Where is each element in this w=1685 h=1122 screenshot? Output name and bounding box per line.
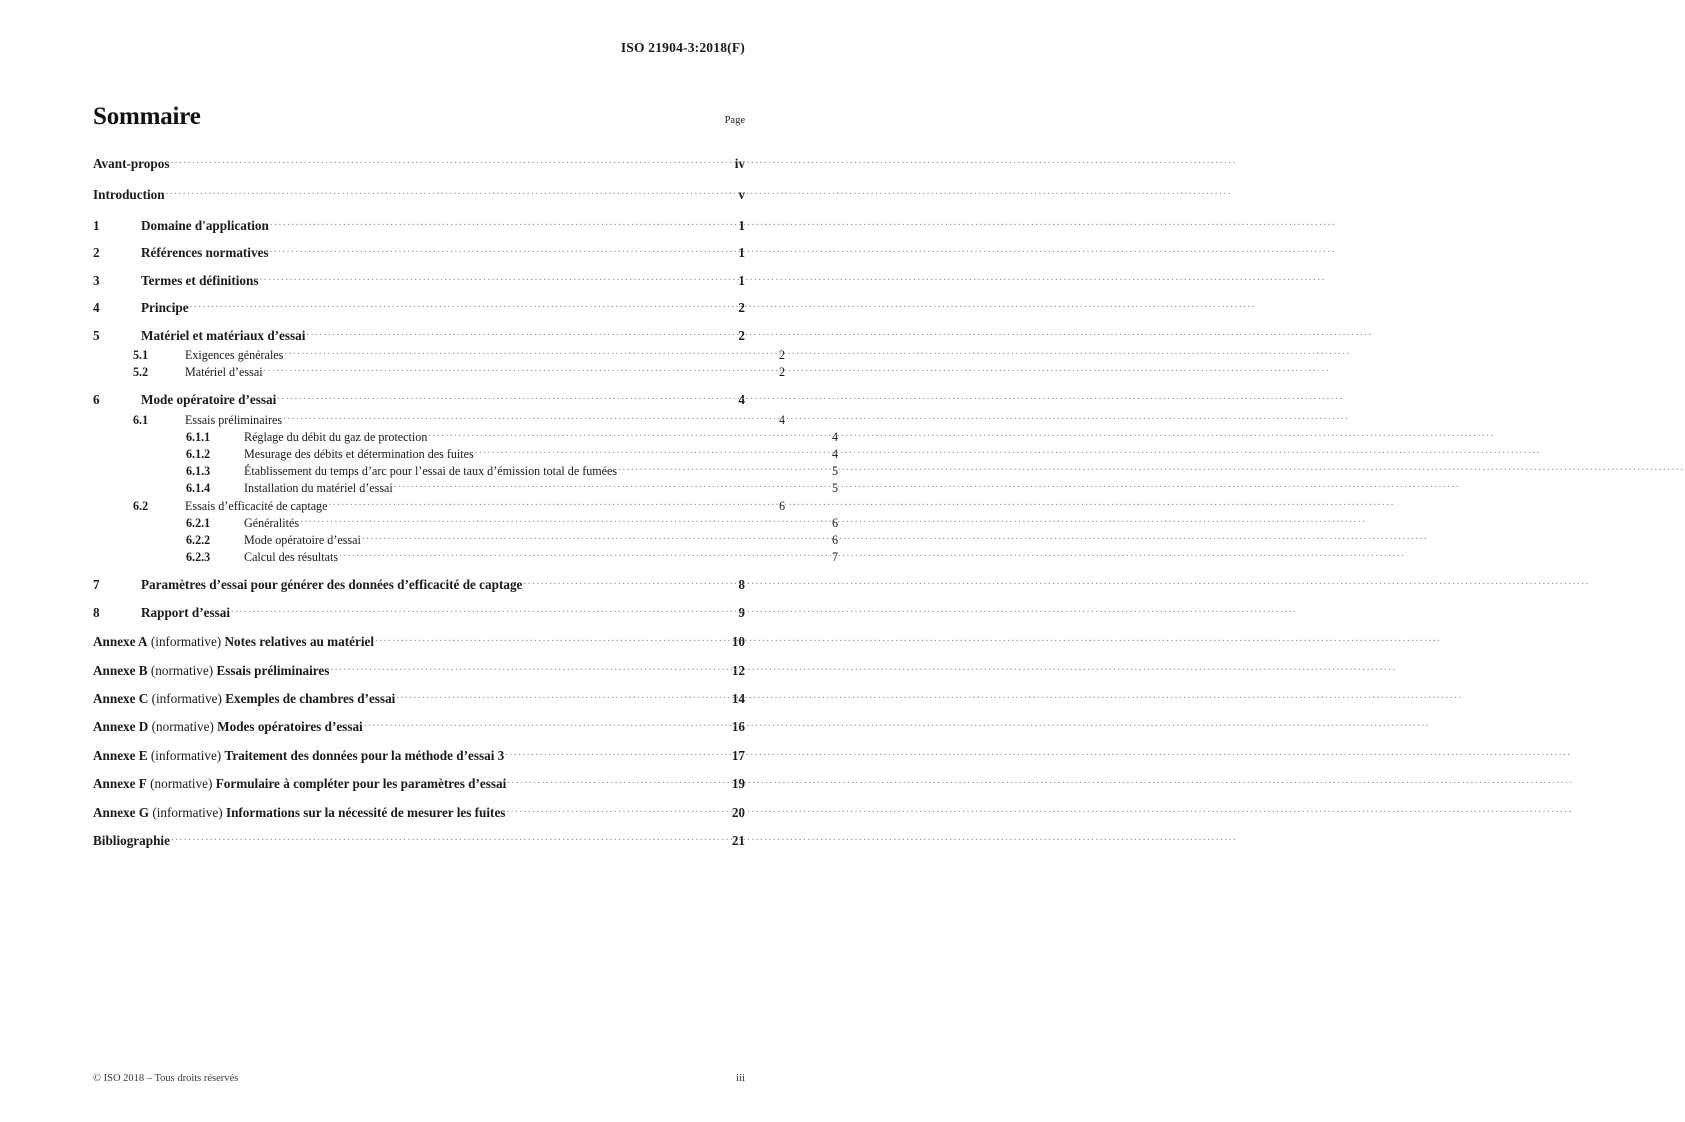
toc-entry-page: 1 [738, 217, 745, 233]
dot-leader [264, 364, 770, 376]
toc-entry-clause-6-1[interactable] [93, 412, 785, 426]
toc-annex-title: Traitement des données pour la méthode d’essai 3 [224, 747, 505, 763]
toc-annex-kind: (normative) [151, 719, 214, 735]
dot-leader [259, 272, 730, 285]
dot-leader [300, 515, 823, 527]
toc-entry-page: 5 [831, 464, 838, 479]
toc-entry-clause-5[interactable] [93, 326, 745, 341]
toc-entry-label: Mode opératoire d’essai [244, 532, 361, 547]
toc-entry-clause-6-1-3[interactable] [93, 463, 838, 477]
dot-leader [506, 803, 730, 816]
toc-entry-number: 5.2 [133, 365, 149, 380]
toc-entry-label: Introduction [93, 186, 165, 202]
toc-entry-number: 6.2.1 [186, 515, 211, 530]
dot-leader [306, 326, 730, 339]
toc-entry-number: 6.2 [133, 498, 149, 513]
dot-leader [396, 690, 730, 703]
toc-entry-label: Matériel et matériaux d’essai [141, 327, 306, 343]
toc-entry-page: 4 [831, 446, 838, 461]
dot-leader [375, 633, 730, 646]
toc-entry-number: 6 [93, 392, 100, 408]
toc-entry-page: 8 [738, 577, 745, 593]
toc-entry-page: 7 [831, 550, 838, 565]
toc-entry-page: 1 [738, 272, 745, 288]
toc-entry-clause-6-2-2[interactable] [93, 532, 838, 546]
toc-entry-number: 1 [93, 217, 100, 233]
dot-leader [330, 661, 730, 674]
dot-leader [428, 429, 823, 441]
toc-entry-page: 6 [831, 515, 838, 530]
toc-annex-name: Annexe B [93, 662, 148, 678]
toc-entry-page: 21 [731, 832, 745, 848]
toc-entry-label: Exigences générales [185, 347, 284, 362]
toc-entry-page: 2 [738, 327, 745, 343]
toc-entry-page: 16 [731, 719, 745, 735]
toc-entry-label: Principe [141, 300, 189, 316]
toc-annex-name: Annexe E [93, 747, 148, 763]
dot-leader [231, 604, 730, 617]
toc-entry-annexe-f[interactable] [93, 775, 745, 790]
toc-entry-introduction[interactable] [93, 185, 745, 200]
dot-leader [475, 446, 823, 458]
toc-entry-label: Paramètres d’essai pour générer des données d’efficacité de captage [141, 577, 523, 593]
dot-leader [170, 155, 730, 168]
toc-entry-number: 6.2.2 [186, 532, 211, 547]
toc-entry-page: v [738, 186, 745, 202]
toc-entry-clause-3[interactable] [93, 272, 745, 287]
toc-entry-annexe-d[interactable] [93, 718, 745, 733]
toc-entry-page: 6 [831, 532, 838, 547]
toc-entry-page: 4 [778, 412, 785, 427]
toc-entry-clause-1[interactable] [93, 217, 745, 232]
toc-entry-number: 6.2.3 [186, 550, 211, 565]
toc-entry-annexe-e[interactable] [93, 747, 745, 762]
toc-entry-page: 20 [731, 804, 745, 820]
dot-leader [618, 463, 823, 475]
toc-entry-label: Réglage du débit du gaz de protection [244, 429, 428, 444]
toc-entry-clause-5-2[interactable] [93, 364, 785, 378]
dot-leader [362, 532, 823, 544]
toc-entry-page: 4 [831, 429, 838, 444]
toc-entry-number: 2 [93, 245, 100, 261]
toc-entry-number: 6.1.1 [186, 429, 211, 444]
toc-entry-label: Rapport d’essai [141, 604, 231, 620]
toc-entry-clause-7[interactable] [93, 576, 745, 591]
toc-entry-clause-4[interactable] [93, 299, 745, 314]
toc-entry-page: 2 [778, 365, 785, 380]
toc-entry-clause-8[interactable] [93, 604, 745, 619]
toc-entry-page: iv [734, 156, 745, 172]
dot-leader [523, 576, 730, 589]
toc-entry-annexe-c[interactable] [93, 690, 745, 705]
toc-entry-label: Domaine d'application [141, 217, 269, 233]
toc-entry-avant-propos[interactable] [93, 155, 745, 170]
toc-annex-kind: (informative) [152, 804, 223, 820]
toc-entry-annexe-a[interactable] [93, 633, 745, 648]
toc-annex-name: Annexe D [93, 719, 149, 735]
toc-entry-label: Mode opératoire d’essai [141, 392, 277, 408]
toc-entry-clause-6-1-2[interactable] [93, 446, 838, 460]
toc-entry-number: 4 [93, 300, 100, 316]
toc-entry-page: 2 [738, 300, 745, 316]
toc-entry-label: Établissement du temps d’arc pour l’essai de taux d’émission total de fumées [244, 464, 618, 479]
toc-annex-title: Exemples de chambres d’essai [225, 690, 396, 706]
dot-leader [364, 718, 730, 731]
toc-entry-number: 6.1.4 [186, 481, 211, 496]
toc-entry-page: 1 [738, 245, 745, 261]
toc-entry-page: 17 [731, 747, 745, 763]
toc-annex-kind: (informative) [150, 634, 222, 650]
toc-entry-page: 6 [778, 498, 785, 513]
title-row [93, 104, 745, 129]
toc-entry-label: Installation du matériel d’essai [244, 481, 393, 496]
toc-entry-clause-5-1[interactable] [93, 347, 785, 361]
toc-entry-annexe-g[interactable] [93, 803, 745, 818]
page-title: Sommaire [93, 103, 201, 130]
table-of-contents [93, 155, 838, 860]
page-column-label: Page [724, 115, 745, 126]
dot-leader [339, 549, 823, 561]
toc-annex-kind: (informative) [150, 747, 222, 763]
dot-leader [171, 832, 730, 845]
toc-entry-number: 6.1.2 [186, 446, 211, 461]
toc-entry-number: 6.1 [133, 412, 149, 427]
toc-entry-label: Essais d’efficacité de captage [185, 498, 328, 513]
toc-annex-kind: (informative) [151, 690, 222, 706]
dot-leader [328, 497, 770, 509]
dot-leader [166, 185, 730, 198]
toc-entry-page: 4 [738, 392, 745, 408]
toc-entry-clause-6-1-1[interactable] [93, 429, 838, 443]
toc-entry-clause-6-2-3[interactable] [93, 549, 838, 563]
copyright-notice: © ISO 2018 – Tous droits réservés [93, 1073, 239, 1084]
toc-entry-page: 14 [731, 690, 745, 706]
toc-entry-label: Généralités [244, 515, 300, 530]
toc-entry-page: 5 [831, 481, 838, 496]
toc-entry-label: Avant-propos [93, 156, 170, 172]
toc-entry-number: 8 [93, 604, 100, 620]
toc-entry-label: Références normatives [141, 245, 269, 261]
dot-leader [270, 244, 730, 257]
toc-annex-name: Annexe F [93, 776, 147, 792]
dot-leader [270, 217, 730, 230]
dot-leader [283, 412, 770, 424]
dot-leader [190, 299, 730, 312]
toc-entry-number: 6.1.3 [186, 464, 211, 479]
toc-entry-number: 5.1 [133, 347, 149, 362]
dot-leader [505, 747, 730, 760]
toc-entry-page: 9 [738, 604, 745, 620]
toc-entry-page: 10 [731, 634, 745, 650]
toc-annex-name: Annexe A [93, 634, 148, 650]
toc-entry-clause-6-1-4[interactable] [93, 480, 838, 494]
toc-annex-name: Annexe G [93, 804, 150, 820]
toc-entry-number: 5 [93, 327, 100, 343]
toc-entry-page: 19 [731, 776, 745, 792]
toc-annex-title: Formulaire à compléter pour les paramètres d’essai [215, 776, 507, 792]
dot-leader [507, 775, 730, 788]
toc-entry-clause-2[interactable] [93, 244, 745, 259]
toc-entry-label: Mesurage des débits et détermination des fuites [244, 446, 474, 461]
toc-annex-kind: (normative) [150, 662, 214, 678]
toc-entry-number: 7 [93, 577, 100, 593]
document-header: ISO 21904-3:2018(F) [620, 40, 745, 55]
document-page [0, 0, 838, 1122]
toc-entry-label: Essais préliminaires [185, 412, 283, 427]
toc-entry-label: Calcul des résultats [244, 550, 339, 565]
toc-entry-label: Bibliographie [93, 832, 170, 848]
toc-entry-clause-6-2[interactable] [93, 497, 785, 511]
dot-leader [394, 480, 823, 492]
toc-entry-bibliographie[interactable] [93, 832, 745, 847]
toc-entry-number: 3 [93, 272, 100, 288]
toc-annex-name: Annexe C [93, 690, 149, 706]
toc-entry-page: 12 [731, 662, 745, 678]
toc-annex-title: Essais préliminaires [216, 662, 330, 678]
toc-annex-title: Informations sur la nécessité de mesurer les fuites [225, 804, 506, 820]
document-footer [93, 1072, 745, 1084]
dot-leader [277, 391, 730, 404]
toc-entry-annexe-b[interactable] [93, 661, 745, 676]
toc-annex-title: Modes opératoires d’essai [217, 719, 363, 735]
toc-annex-kind: (normative) [150, 776, 213, 792]
page-folio: iii [735, 1072, 745, 1084]
toc-annex-title: Notes relatives au matériel [224, 634, 375, 650]
toc-entry-page: 2 [778, 347, 785, 362]
toc-entry-label: Matériel d’essai [185, 365, 263, 380]
toc-entry-clause-6-2-1[interactable] [93, 515, 838, 529]
toc-entry-label: Termes et définitions [141, 272, 259, 288]
dot-leader [284, 347, 770, 359]
toc-entry-clause-6[interactable] [93, 391, 745, 406]
